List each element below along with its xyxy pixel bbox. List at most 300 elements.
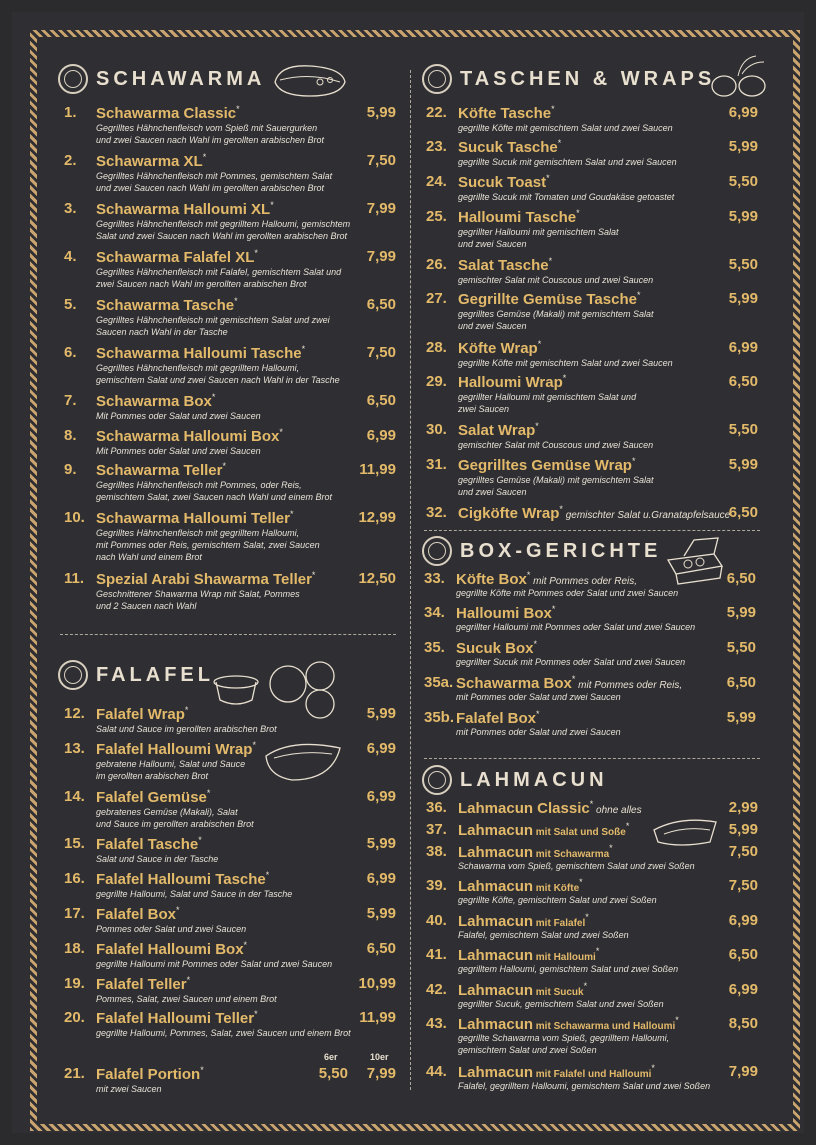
item-name-text: Falafel Halloumi Wrap (96, 741, 253, 758)
section-header-box (422, 536, 661, 566)
item-name (96, 248, 258, 266)
description-line: Mit Pommes oder Salat und zwei Saucen (96, 446, 261, 456)
item-price: 11,99 (359, 1009, 396, 1026)
star-marker: * (675, 1015, 679, 1025)
item-name (96, 975, 190, 993)
section-separator (60, 634, 396, 635)
item-description (456, 587, 726, 599)
item-description (458, 1080, 728, 1092)
item-description (458, 122, 728, 134)
item-name (96, 740, 256, 758)
item-description (96, 993, 366, 1005)
item-name (458, 104, 555, 122)
item-name-text: Lahmacun (458, 1016, 534, 1033)
star-marker: * (301, 344, 306, 354)
description-line: gemischter Salat mit Couscous und zwei Saucen (458, 440, 654, 450)
item-number: 5. (64, 296, 77, 313)
item-price: 6,50 (366, 296, 396, 313)
description-line: gegrillte Schawarma vom Spieß, gegrilltem Halloumi, (458, 1033, 670, 1043)
item-name-text: Schawarma Falafel XL (96, 249, 255, 266)
star-marker: * (252, 740, 256, 750)
price-header-10er: 10er (370, 1052, 389, 1062)
item-name-text: Falafel Tasche (96, 836, 199, 853)
item-description (96, 1083, 366, 1095)
description-line: Mit Pommes oder Salat und zwei Saucen (96, 411, 261, 421)
item-description (458, 1032, 728, 1056)
star-marker: * (533, 639, 538, 649)
star-marker: * (198, 835, 202, 845)
item-number: 1. (64, 104, 77, 121)
description-line: und zwei Saucen nach Wahl im gerollten arabischen Brot (96, 135, 324, 145)
item-description (458, 226, 728, 250)
item-number: 6. (64, 344, 77, 361)
star-marker: * (243, 940, 248, 950)
star-marker: * (270, 200, 274, 210)
star-marker: * (537, 339, 542, 349)
description-line: gegrillte Halloumi, Salat und Sauce in der Tasche (96, 889, 293, 899)
item-price: 5,99 (728, 208, 758, 225)
item-price: 7,50 (366, 344, 396, 361)
star-marker: * (176, 905, 180, 915)
item-number: 35. (424, 639, 445, 656)
item-name-text: Köfte Wrap (458, 340, 538, 357)
description-line: Gegrilltes Hähnchenfleisch mit gemischtem Salat und zwei (96, 315, 330, 325)
item-number: 35b. (424, 709, 455, 726)
description-line: mit Pommes oder Salat und zwei Saucen (456, 727, 621, 737)
description-line: Salat und Sauce in der Tasche (96, 854, 219, 864)
section-header-schawarma (58, 64, 265, 94)
item-name-text: Falafel Halloumi Teller (96, 1010, 255, 1027)
star-marker: * (589, 799, 594, 809)
item-price: 5,99 (366, 104, 396, 121)
item-price: 12,99 (358, 509, 396, 526)
star-marker: * (311, 570, 316, 580)
description-line: gegrillter Halloumi mit Pommes oder Salat und zwei Saucen (456, 622, 696, 632)
item-name (458, 821, 629, 839)
description-line: gegrillte Halloumi mit Pommes oder Salat und zwei Saucen (96, 959, 333, 969)
item-name-text: Halloumi Box (456, 605, 552, 622)
item-number: 12. (64, 705, 85, 722)
description-line: Salat und Sauce im gerollten arabischen Brot (96, 724, 277, 734)
vegetables-illustration (708, 52, 770, 102)
item-name (96, 427, 283, 445)
item-number: 31. (426, 456, 447, 473)
item-name-text: Lahmacun Classic (458, 800, 590, 817)
item-price: 8,50 (728, 1015, 758, 1032)
item-name-text: Schawarma Tasche (96, 297, 235, 314)
description-line: im gerollten arabischen Brot (96, 771, 209, 781)
description-line: und Sauce im gerollten arabischen Brot (96, 819, 254, 829)
section-header-taschen (422, 64, 715, 94)
item-name-text: Lahmacun (458, 947, 534, 964)
item-name-text: Spezial Arabi Shawarma Teller (96, 571, 312, 588)
description-line: mit Pommes oder Salat und zwei Saucen (456, 692, 621, 702)
item-description (458, 156, 728, 168)
description-line: Schawarma vom Spieß, gemischtem Salat und zwei Soßen (458, 861, 695, 871)
item-price: 7,99 (728, 1063, 758, 1080)
item-variant: mit Köfte (533, 883, 580, 894)
item-price: 5,99 (366, 705, 396, 722)
item-number: 8. (64, 427, 77, 444)
item-price: 6,99 (366, 740, 396, 757)
star-marker: * (631, 456, 636, 466)
star-marker: * (625, 821, 630, 831)
item-number: 44. (426, 1063, 447, 1080)
description-line: Gegrilltes Hähnchenfleisch mit gegrilltem Halloumi, (96, 363, 300, 373)
item-price: 6,99 (728, 104, 758, 121)
item-name-text: Lahmacun (458, 1064, 534, 1081)
star-marker: * (562, 373, 567, 383)
circle-emblem-icon (58, 64, 88, 94)
item-price: 5,99 (728, 821, 758, 838)
item-name (458, 256, 552, 274)
item-price: 5,99 (366, 905, 396, 922)
item-price: 5,50 (728, 256, 758, 273)
item-name (458, 173, 550, 191)
item-price: 7,99 (366, 248, 396, 265)
item-number: 29. (426, 373, 447, 390)
description-line: gegrillter Halloumi mit gemischtem Salat (458, 227, 619, 237)
item-name (96, 940, 247, 958)
item-name (96, 509, 293, 527)
item-number: 37. (426, 821, 447, 838)
item-price: 5,50 (728, 421, 758, 438)
item-number: 22. (426, 104, 447, 121)
description-line: gegrilltes Gemüse (Makali) mit gemischtem Salat (458, 309, 654, 319)
description-line: Gegrilltes Hähnchenfleisch mit Falafel, gemischtem Salat und (96, 267, 342, 277)
item-name-text: Falafel Box (96, 906, 177, 923)
item-name (96, 200, 274, 218)
item-name-text: Lahmacun (458, 982, 534, 999)
item-name (458, 208, 580, 226)
item-variant: mit Schawarma und Halloumi (533, 1021, 676, 1032)
description-line: gegrillte Sucuk mit gemischtem Salat und zwei Saucen (458, 157, 677, 167)
item-description (458, 474, 728, 498)
item-description (456, 691, 726, 703)
item-price: 5,50 (728, 173, 758, 190)
item-name-text: Falafel Box (456, 710, 537, 727)
item-description (96, 479, 366, 503)
item-description (96, 958, 366, 970)
description-line: zwei Saucen (458, 404, 510, 414)
description-line: Falafel, gemischtem Salat und zwei Soßen (458, 930, 629, 940)
item-name (458, 1015, 679, 1033)
item-description (458, 308, 728, 332)
description-line: Geschnittener Shawarma Wrap mit Salat, Pommes (96, 589, 300, 599)
item-price: 5,99 (726, 604, 756, 621)
description-line: mit zwei Saucen (96, 1084, 162, 1094)
section-title: LAHMACUN (460, 768, 608, 791)
item-name (96, 296, 238, 314)
section-separator (424, 530, 760, 531)
item-number: 23. (426, 138, 447, 155)
column-divider (410, 70, 411, 1090)
item-description (96, 314, 366, 338)
item-number: 30. (426, 421, 447, 438)
item-price: 5,50 (726, 639, 756, 656)
item-name (96, 344, 305, 362)
item-number: 35a. (424, 674, 454, 691)
item-name-text: Sucuk Toast (458, 174, 547, 191)
item-name (456, 604, 555, 622)
item-number: 27. (426, 290, 447, 307)
item-number: 3. (64, 200, 77, 217)
item-number: 16. (64, 870, 85, 887)
item-name (96, 104, 240, 122)
star-marker: * (526, 570, 531, 580)
item-name-text: Falafel Portion (96, 1066, 201, 1083)
circle-emblem-icon (58, 660, 88, 690)
item-number: 4. (64, 248, 77, 265)
star-marker: * (583, 981, 588, 991)
item-number: 25. (426, 208, 447, 225)
item-price: 2,99 (728, 799, 758, 816)
falafel-illustration (212, 660, 342, 720)
item-number: 18. (64, 940, 85, 957)
item-name-text: Sucuk Box (456, 640, 534, 657)
item-name-text: Salat Wrap (458, 422, 536, 439)
item-description (96, 588, 366, 612)
item-name-text: Schawarma Halloumi Teller (96, 510, 290, 527)
star-marker: * (184, 705, 189, 715)
description-line: gegrillte Köfte mit gemischtem Salat und zwei Saucen (458, 358, 673, 368)
item-number: 9. (64, 461, 77, 478)
item-name (96, 870, 269, 888)
description-line: gegrillter Sucuk mit Pommes oder Salat und zwei Saucen (456, 657, 686, 667)
item-name-text: Falafel Wrap (96, 706, 185, 723)
item-number: 34. (424, 604, 445, 621)
description-line: mit Pommes oder Reis, gemischtem Salat, zwei Saucen (96, 540, 320, 550)
star-marker: * (585, 912, 589, 922)
item-name (458, 912, 589, 930)
item-price: 6,99 (728, 981, 758, 998)
item-name-text: Lahmacun (458, 913, 534, 930)
item-description (458, 929, 728, 941)
item-name (96, 905, 180, 923)
description-line: gegrillte Halloumi, Pommes, Salat, zwei Saucen und einem Brot (96, 1028, 351, 1038)
item-description (456, 621, 726, 633)
item-description (96, 527, 366, 563)
item-name-text: Köfte Box (456, 571, 527, 588)
item-number: 32. (426, 504, 447, 521)
item-variant: mit Salat und Soße (533, 827, 626, 838)
lahmacun-illustration (650, 812, 722, 852)
section-title: SCHAWARMA (96, 67, 266, 90)
item-name-text: Gegrillte Gemüse Tasche (458, 291, 637, 308)
item-name (456, 709, 540, 727)
description-line: Gegrilltes Hähnchenfleisch mit gegrilltem Halloumi, (96, 528, 300, 538)
star-marker: * (609, 843, 613, 853)
item-number: 36. (426, 799, 447, 816)
description-line: und zwei Saucen (458, 321, 527, 331)
item-price: 7,99 (366, 200, 396, 217)
item-name-text: Schawarma Box (96, 393, 212, 410)
item-number: 24. (426, 173, 447, 190)
description-line: Gegrilltes Hähnchenfleisch mit Pommes, oder Reis, (96, 480, 302, 490)
description-line: gebratenes Gemüse (Makali), Salat (96, 807, 238, 817)
item-name-text: Schawarma Halloumi Box (96, 428, 280, 445)
item-price: 7,50 (728, 843, 758, 860)
item-price: 12,50 (358, 570, 396, 587)
item-description (458, 274, 728, 286)
item-number: 13. (64, 740, 85, 757)
item-name-text: Halloumi Wrap (458, 374, 563, 391)
item-number: 40. (426, 912, 447, 929)
item-name (458, 138, 561, 156)
item-price: 7,50 (366, 152, 396, 169)
item-price: 5,99 (366, 835, 396, 852)
star-marker: * (202, 152, 207, 162)
description-line: Salat und zwei Saucen nach Wahl im gerollten arabischen Brot (96, 231, 347, 241)
item-inline-desc: mit Pommes oder Reis, (575, 680, 683, 691)
item-number: 7. (64, 392, 77, 409)
description-line: gegrilltem Halloumi, gemischtem Salat und zwei Soßen (458, 964, 679, 974)
star-marker: * (254, 248, 258, 258)
item-number: 26. (426, 256, 447, 273)
section-header-lahmacun (422, 765, 608, 795)
description-line: gebratene Halloumi, Salat und Sauce (96, 759, 246, 769)
item-price: 10,99 (358, 975, 396, 992)
description-line: gemischtem Salat, zwei Saucen nach Wahl und einem Brot (96, 492, 332, 502)
item-variant: mit Sucuk (533, 987, 584, 998)
item-name (96, 152, 206, 170)
star-marker: * (254, 1009, 258, 1019)
description-line: Pommes, Salat, zwei Saucen und einem Brot (96, 994, 277, 1004)
wrap-illustration (270, 58, 350, 102)
price-header-6er: 6er (324, 1052, 338, 1062)
description-line: gegrillte Köfte mit gemischtem Salat und zwei Saucen (458, 123, 673, 133)
item-description (96, 122, 366, 146)
circle-emblem-icon (422, 765, 452, 795)
description-line: Gegrilltes Hähnchenfleisch mit gegrilltem Halloumi, gemischtem (96, 219, 351, 229)
item-name (458, 504, 730, 522)
item-name-text: Schawarma Classic (96, 105, 237, 122)
item-name-text: Sucuk Tasche (458, 139, 558, 156)
item-name (458, 981, 587, 999)
item-name (458, 799, 642, 817)
item-number: 41. (426, 946, 447, 963)
item-description (96, 266, 366, 290)
item-price: 7,50 (728, 877, 758, 894)
item-number: 15. (64, 835, 85, 852)
section-title: FALAFEL (96, 663, 214, 686)
item-price: 6,99 (366, 427, 396, 444)
star-marker: * (234, 296, 238, 306)
item-number: 33. (424, 570, 445, 587)
item-name-text: Schawarma Box (456, 675, 572, 692)
description-line: gemischter Salat mit Couscous und zwei Saucen (458, 275, 654, 285)
circle-emblem-icon (422, 536, 452, 566)
item-variant: mit Falafel und Halloumi (533, 1069, 652, 1080)
item-name-text: Falafel Teller (96, 976, 187, 993)
item-number: 17. (64, 905, 85, 922)
description-line: Pommes oder Salat und zwei Saucen (96, 924, 247, 934)
item-description (456, 726, 726, 738)
item-name-text: Lahmacun (458, 878, 534, 895)
item-price: 6,99 (366, 788, 396, 805)
star-marker: * (206, 788, 211, 798)
item-description (96, 362, 366, 386)
star-marker: * (279, 427, 283, 437)
item-price-small: 5,50 (318, 1065, 348, 1082)
description-line: und 2 Saucen nach Wahl (96, 601, 197, 611)
item-description (96, 723, 366, 735)
item-price: 6,50 (728, 373, 758, 390)
item-description (458, 894, 728, 906)
item-price: 7,99 (366, 1065, 396, 1082)
item-number: 20. (64, 1009, 85, 1026)
item-description (96, 1027, 366, 1039)
section-separator (424, 758, 760, 759)
item-price: 6,50 (366, 940, 396, 957)
item-description (96, 410, 366, 422)
item-name (458, 456, 635, 474)
description-line: Saucen nach Wahl in der Tasche (96, 327, 228, 337)
item-name (458, 421, 539, 439)
description-line: und zwei Saucen nach Wahl im gerollten arabischen Brot (96, 183, 324, 193)
item-name-text: Schawarma Halloumi XL (96, 201, 271, 218)
item-name (96, 1065, 204, 1083)
description-line: gegrillte Köfte mit Pommes oder Salat und zwei Saucen (456, 588, 679, 598)
item-price: 6,50 (728, 504, 758, 521)
item-number: 28. (426, 339, 447, 356)
section-title: TASCHEN & WRAPS (460, 67, 716, 90)
item-name-text: Lahmacun (458, 844, 534, 861)
item-description (96, 888, 366, 900)
box-illustration (664, 536, 726, 586)
star-marker: * (576, 208, 580, 218)
description-line: gegrillter Sucuk, gemischtem Salat und zwei Soßen (458, 999, 664, 1009)
item-name (96, 835, 202, 853)
description-line: gegrilltes Gemüse (Makali) mit gemischtem Salat (458, 475, 654, 485)
item-name (458, 843, 613, 861)
star-marker: * (548, 256, 553, 266)
item-variant: mit Schawarma (533, 849, 610, 860)
item-name (96, 1009, 258, 1027)
star-marker: * (211, 392, 216, 402)
description-line: gegrillter Halloumi mit gemischtem Salat und (458, 392, 637, 402)
item-description (458, 998, 728, 1010)
item-number: 2. (64, 152, 77, 169)
item-description (458, 439, 728, 451)
item-name (456, 674, 682, 692)
item-price: 11,99 (359, 461, 396, 478)
star-marker: * (546, 173, 550, 183)
star-marker: * (289, 509, 294, 519)
item-inline-desc: mit Pommes oder Reis, (530, 576, 638, 587)
description-line: zwei Saucen nach Wahl im gerollten arabischen Brot (96, 279, 307, 289)
description-line: nach Wahl und einem Brot (96, 552, 202, 562)
item-description (96, 758, 366, 782)
section-title: BOX-GERICHTE (460, 539, 662, 562)
star-marker: * (651, 1063, 655, 1073)
item-number: 42. (426, 981, 447, 998)
item-number: 39. (426, 877, 447, 894)
star-marker: * (535, 421, 539, 431)
item-price: 6,99 (366, 870, 396, 887)
description-line: gegrillte Sucuk mit Tomaten und Goudakäse getoastet (458, 192, 675, 202)
item-inline-desc: ohne alles (593, 805, 642, 816)
description-line: gemischtem Salat und zwei Saucen nach Wahl in der Tasche (96, 375, 340, 385)
item-description (96, 445, 366, 457)
item-description (458, 860, 728, 872)
circle-emblem-icon (422, 64, 452, 94)
item-price: 6,50 (728, 946, 758, 963)
item-name (458, 877, 583, 895)
item-name (96, 461, 226, 479)
item-name-text: Salat Tasche (458, 257, 549, 274)
item-inline-desc: gemischter Salat u.Granatapfelsauce (562, 510, 731, 521)
